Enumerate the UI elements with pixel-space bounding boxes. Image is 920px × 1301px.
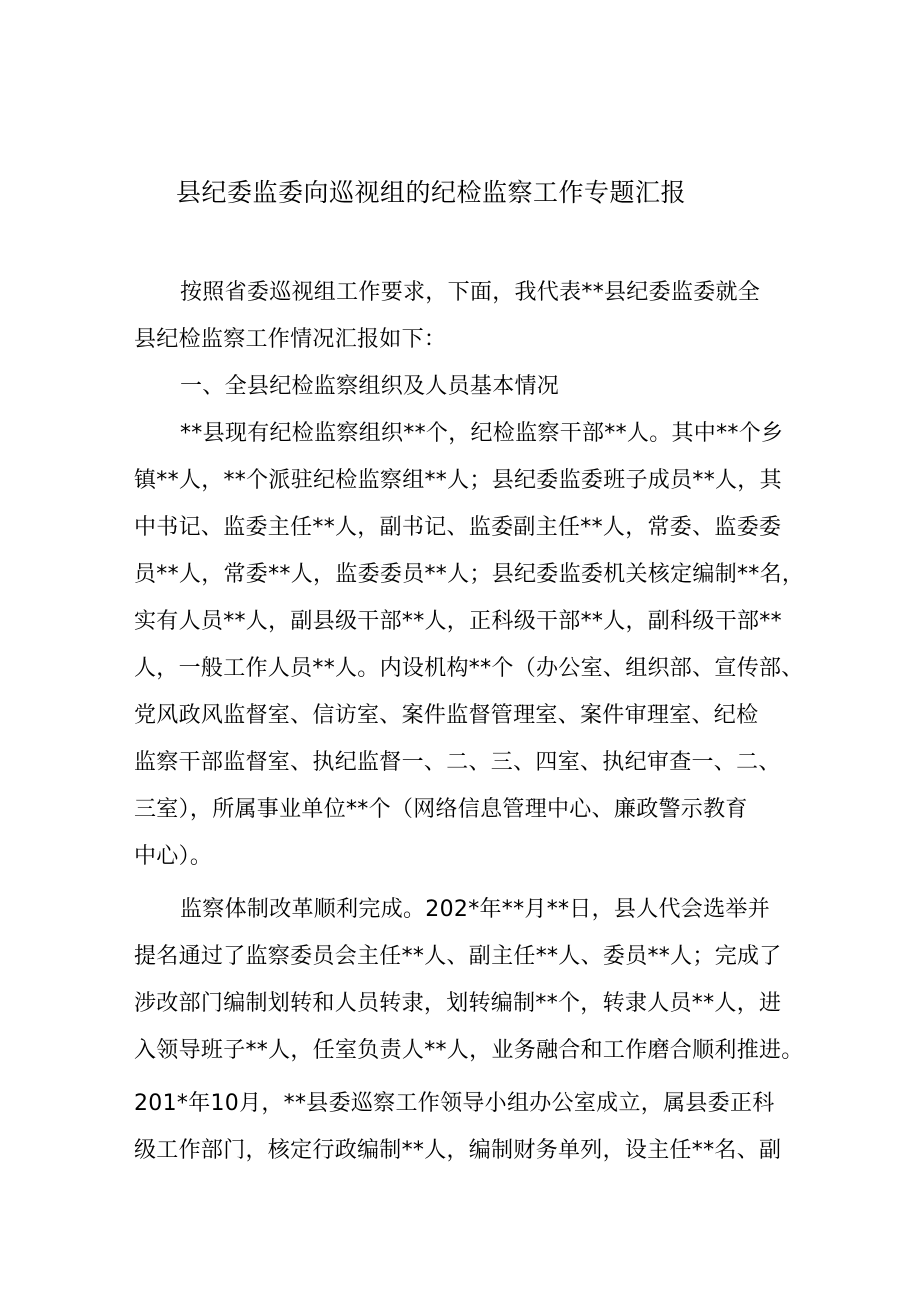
paragraph-line: 员**人，常委**人，监委委员**人；县纪委监委机关核定编制**名， bbox=[134, 562, 805, 587]
paragraph-line: 监察体制改革顺利完成。202*年**月**日，县人代会选举并 bbox=[180, 897, 770, 922]
paragraph-line: 涉改部门编制划转和人员转隶，划转编制**个，转隶人员**人，进 bbox=[134, 991, 782, 1016]
paragraph-line: 镇**人，**个派驻纪检监察组**人；县纪委监委班子成员**人，其 bbox=[134, 468, 782, 493]
paragraph-line: 201*年10月，**县委巡察工作领导小组办公室成立，属县委正科 bbox=[134, 1091, 775, 1116]
paragraph-line: 党风政风监督室、信访室、案件监督管理室、案件审理室、纪检 bbox=[134, 703, 759, 728]
paragraph-line: 中书记、监委主任**人，副书记、监委副主任**人，常委、监委委 bbox=[134, 515, 782, 540]
document-title: 县纪委监委向巡视组的纪检监察工作专题汇报 bbox=[176, 178, 687, 207]
paragraph-line: 县纪检监察工作情况汇报如下： bbox=[134, 327, 447, 352]
paragraph-line: 实有人员**人，副县级干部**人，正科级干部**人，副科级干部** bbox=[134, 609, 782, 634]
paragraph-line: 人，一般工作人员**人。内设机构**个（办公室、组织部、宣传部、 bbox=[134, 656, 804, 681]
paragraph-line: 中心）。 bbox=[134, 844, 213, 869]
paragraph-line: 提名通过了监察委员会主任**人、副主任**人、委员**人；完成了 bbox=[134, 944, 782, 969]
paragraph-line: 级工作部门，核定行政编制**人，编制财务单列，设主任**名、副 bbox=[134, 1138, 782, 1163]
paragraph-line: 监察干部监督室、执纪监督一、二、三、四室、执纪审查一、二、 bbox=[134, 750, 781, 775]
paragraph-line: 入领导班子**人，任室负责人**人，业务融合和工作磨合顺利推进。 bbox=[134, 1038, 804, 1063]
paragraph-line: **县现有纪检监察组织**个，纪检监察干部**人。其中**个乡 bbox=[180, 421, 784, 446]
paragraph-line: 三室），所属事业单位**个（网络信息管理中心、廉政警示教育 bbox=[134, 797, 748, 822]
section-heading: 一、全县纪检监察组织及人员基本情况 bbox=[180, 374, 560, 399]
paragraph-line: 按照省委巡视组工作要求，下面，我代表**县纪委监委就全 bbox=[180, 280, 761, 305]
